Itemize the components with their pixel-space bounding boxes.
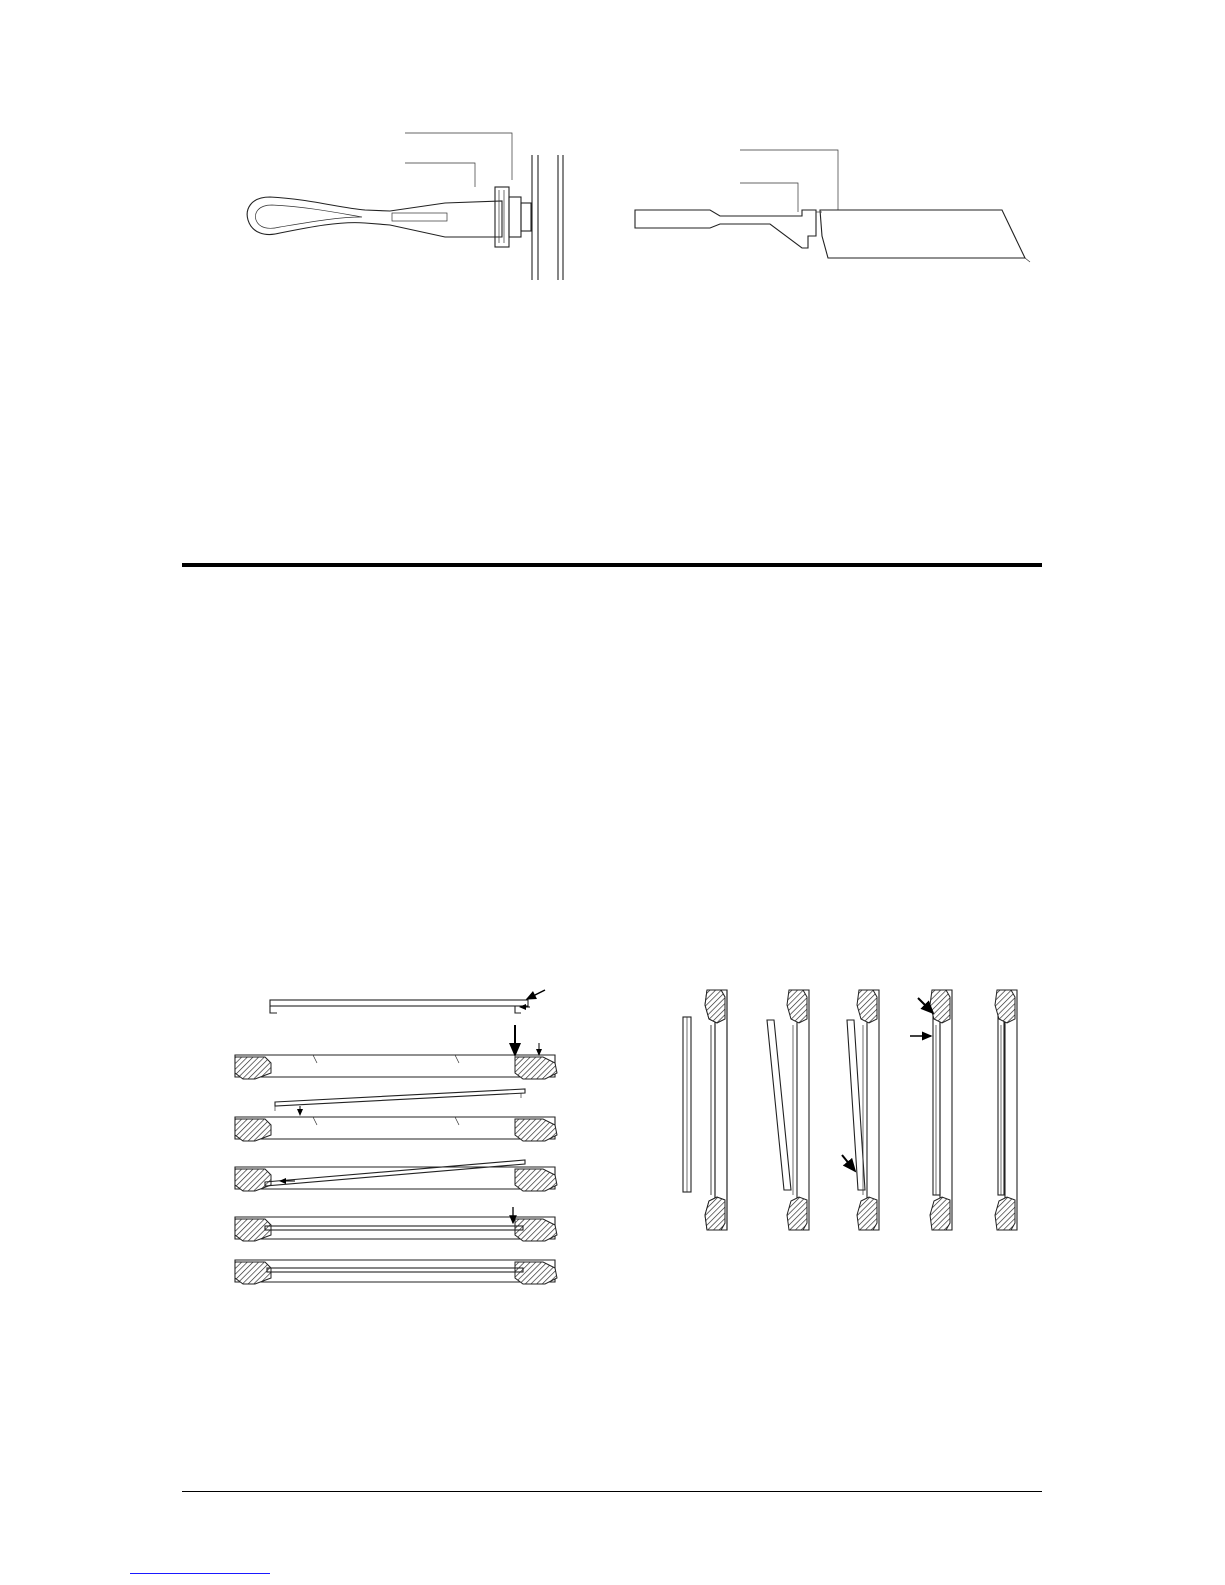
leader-line — [740, 150, 838, 210]
footer-link-underline — [130, 1573, 270, 1574]
handle-tool-figure — [240, 125, 580, 285]
vertical-frame-step-2 — [767, 990, 809, 1230]
glass-pane — [267, 1268, 523, 1272]
leader-line — [740, 183, 798, 212]
section-divider — [182, 563, 1042, 567]
arrow-icon — [527, 990, 545, 999]
vertical-frame-step-4 — [910, 990, 952, 1230]
door-frame-profile — [235, 1217, 557, 1241]
vertical-glass-install-figure — [675, 985, 1045, 1240]
glass-pane — [275, 1089, 525, 1111]
door-frame-profile — [235, 1055, 557, 1079]
vertical-frame-step-1 — [683, 990, 727, 1230]
arrow-icon — [842, 1155, 855, 1171]
glass-pane — [265, 1226, 523, 1230]
vertical-frame-step-3 — [842, 990, 879, 1230]
scraper-tool-figure — [630, 140, 1040, 270]
leader-line — [405, 163, 475, 187]
footer-divider — [182, 1491, 1042, 1492]
leader-line — [405, 133, 512, 180]
glass-pane — [265, 1160, 525, 1186]
handle-grip — [247, 197, 502, 237]
glass-pane — [270, 1000, 528, 1013]
door-frame-profile — [235, 1117, 557, 1141]
scraper-blade — [820, 210, 1025, 258]
horizontal-glass-install-figure — [225, 985, 575, 1295]
vertical-frame-step-5 — [995, 990, 1017, 1230]
